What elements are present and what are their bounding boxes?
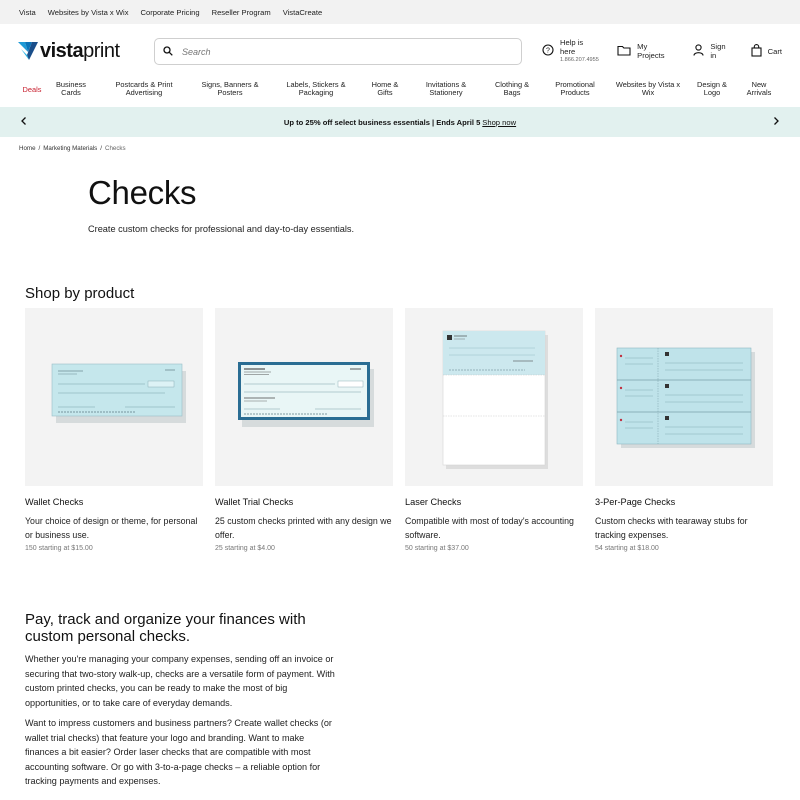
promo-shop-now-link[interactable]: Shop now	[482, 117, 517, 127]
logo-wordmark	[40, 40, 120, 63]
cart-icon	[751, 44, 762, 59]
cat-postcards[interactable]: Postcards & Print Advertising	[115, 80, 173, 98]
product-name[interactable]: Wallet Checks	[25, 497, 84, 507]
svg-text:?: ?	[546, 47, 550, 55]
page-title: Checks	[88, 174, 197, 211]
logo-bold: vista	[40, 39, 84, 62]
cat-websites[interactable]: Websites by Vista x Wix	[615, 80, 681, 98]
search-input[interactable]	[182, 47, 482, 57]
search-bar[interactable]	[154, 38, 522, 65]
my-projects-label: My Projects	[637, 42, 665, 60]
help-link[interactable]	[542, 39, 599, 63]
cat-home-gifts[interactable]: Home & Gifts	[371, 80, 399, 98]
cat-deals[interactable]: Deals	[22, 85, 42, 94]
breadcrumb-separator: /	[38, 145, 41, 152]
cat-promotional[interactable]: Promotional Products	[555, 80, 595, 98]
breadcrumb	[19, 145, 126, 152]
product-card-3-per-page-checks[interactable]	[595, 308, 773, 552]
wallet-checks-image[interactable]	[25, 308, 203, 486]
topbar-link-corporate[interactable]: Corporate Pricing	[140, 7, 200, 17]
3-per-page-checks-image[interactable]	[595, 308, 773, 486]
help-phone: 1.866.207.4955	[560, 56, 599, 63]
topbar-link-vistacreate[interactable]: VistaCreate	[282, 7, 323, 17]
product-name[interactable]: 3-Per-Page Checks	[595, 497, 676, 507]
utility-bar	[0, 0, 800, 24]
breadcrumb-home[interactable]: Home	[19, 145, 36, 152]
cart-link[interactable]	[751, 44, 782, 59]
promo-text: Up to 25% off select business essentials | Ends April 5	[283, 117, 481, 127]
user-icon	[693, 44, 704, 58]
info-paragraph-2: Want to impress customers and business partners? Create wallet checks (or wallet trial checks) that feature your logo and branding. Want to make finances a bit easier? Order laser checks that are compatible with most accounting software. Or go with 3-to-a-page checks – a reliable option for tracking payments and expenses.	[25, 718, 332, 787]
folder-icon	[617, 45, 631, 58]
product-price: 150 starting at $15.00	[25, 545, 93, 553]
cat-signs[interactable]: Signs, Banners & Posters	[201, 80, 259, 98]
help-label: Help is here	[560, 38, 584, 56]
my-projects-link[interactable]	[617, 42, 675, 60]
topbar-link-wix[interactable]: Websites by Vista x Wix	[47, 7, 129, 17]
product-price: 50 starting at $37.00	[405, 545, 469, 553]
vista-logo-icon	[18, 42, 38, 60]
product-description: Your choice of design or theme, for personal or business use.	[25, 516, 198, 541]
logo-light: print	[83, 39, 120, 62]
product-card-wallet-trial-checks[interactable]	[215, 308, 393, 552]
cat-clothing[interactable]: Clothing & Bags	[494, 80, 530, 98]
topbar-link-vista[interactable]: Vista	[19, 7, 36, 17]
cart-label: Cart	[767, 46, 782, 56]
wallet-trial-checks-image[interactable]	[215, 308, 393, 486]
topbar-link-reseller[interactable]: Reseller Program	[211, 7, 271, 17]
cat-labels[interactable]: Labels, Stickers & Packaging	[286, 80, 346, 98]
help-icon	[542, 44, 554, 58]
header-actions	[542, 24, 800, 78]
cat-invitations[interactable]: Invitations & Stationery	[425, 80, 467, 98]
cat-design-logo[interactable]: Design & Logo	[697, 80, 727, 98]
breadcrumb-current: Checks	[104, 145, 126, 152]
sign-in-label: Sign in	[710, 42, 726, 60]
promo-banner	[0, 107, 800, 137]
cat-business-cards[interactable]: Business Cards	[56, 80, 86, 98]
site-header	[0, 24, 800, 78]
laser-checks-image[interactable]	[405, 308, 583, 486]
product-description: 25 custom checks printed with any design we offer.	[215, 516, 392, 541]
info-paragraph-1: Whether you're managing your company expenses, sending off an invoice or securing that two-story walk-up, checks are a versatile form of payment. With custom printed checks, you can be ready to make the most of big opportunities, or to take care of everyday demands.	[25, 654, 335, 708]
cat-new-arrivals[interactable]: New Arrivals	[746, 80, 772, 98]
breadcrumb-parent[interactable]: Marketing Materials	[43, 145, 98, 152]
product-name[interactable]: Laser Checks	[405, 497, 462, 507]
shop-by-product-title: Shop by product	[25, 285, 135, 302]
product-name[interactable]: Wallet Trial Checks	[215, 497, 294, 507]
product-grid	[25, 308, 773, 552]
product-price: 25 starting at $4.00	[215, 545, 275, 553]
info-section-title: Pay, track and organize your finances with custom personal checks.	[25, 611, 306, 645]
breadcrumb-separator: /	[100, 145, 102, 152]
category-nav	[0, 78, 800, 106]
sign-in-link[interactable]	[693, 42, 732, 60]
product-price: 54 starting at $18.00	[595, 545, 659, 553]
chevron-right-icon[interactable]	[770, 115, 782, 127]
product-description: Custom checks with tearaway stubs for tracking expenses.	[595, 516, 748, 541]
page-subtitle: Create custom checks for professional and day-to-day essentials.	[88, 224, 355, 234]
search-icon[interactable]	[163, 43, 173, 61]
help-text	[560, 39, 599, 63]
vistaprint-logo[interactable]	[18, 40, 148, 63]
chevron-left-icon[interactable]	[18, 115, 30, 127]
product-description: Compatible with most of today's accounting software.	[405, 516, 574, 541]
product-card-laser-checks[interactable]	[405, 308, 583, 552]
product-card-wallet-checks[interactable]	[25, 308, 203, 552]
